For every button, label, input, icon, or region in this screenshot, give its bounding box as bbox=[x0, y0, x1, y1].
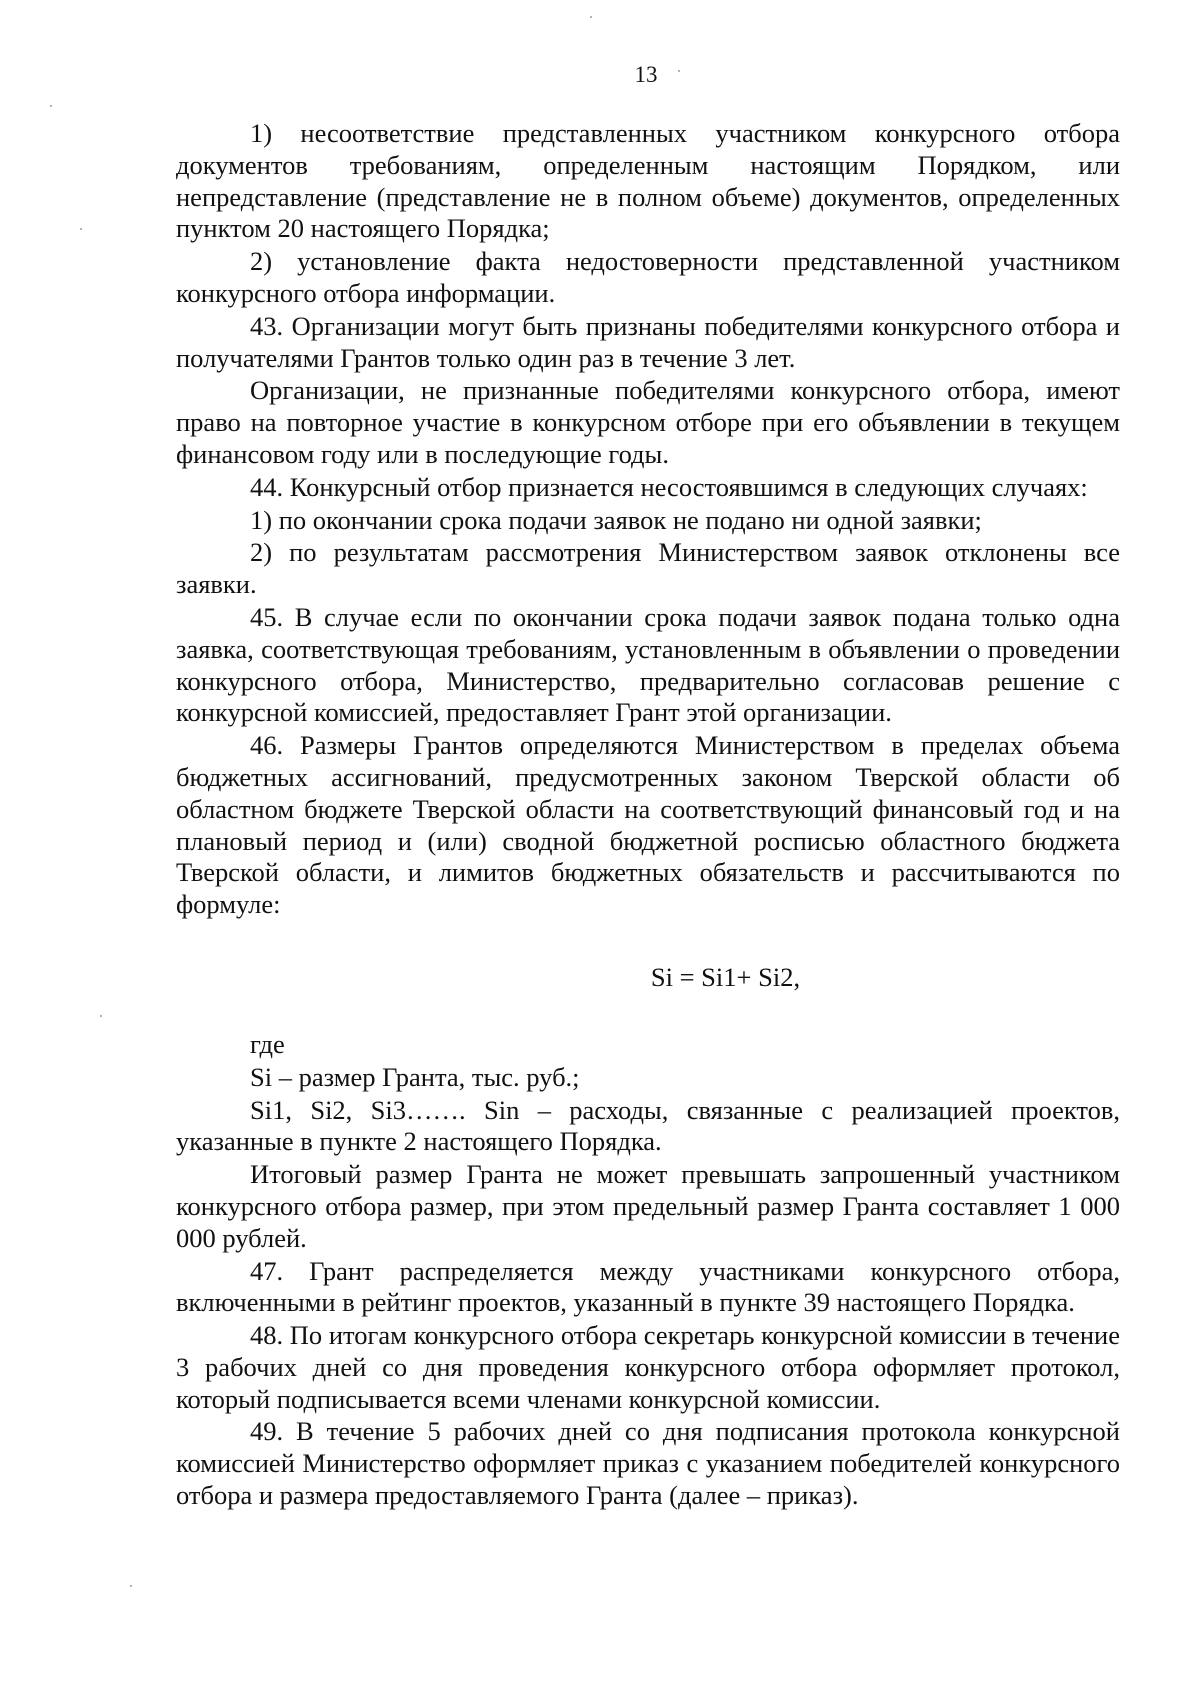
scan-speck bbox=[80, 228, 82, 230]
paragraph-49: 49. В течение 5 рабочих дней со дня подписания протокола конкурсной комиссией Министерство оформляет приказ с указанием победителей конкурсного отбора и размера предоставляемого Гранта (далее – приказ). bbox=[176, 1416, 1120, 1511]
formula-definition-components: Si1, Si2, Si3……. Sin – расходы, связанные с реализацией проектов, указанные в пункте 2 настоящего Порядка. bbox=[176, 1094, 1120, 1157]
paragraph-47: 47. Грант распределяется между участниками конкурсного отбора, включенными в рейтинг проектов, указанный в пункте 39 настоящего Порядка. bbox=[176, 1255, 1120, 1318]
grant-limit-paragraph: Итоговый размер Гранта не может превышать запрошенный участником конкурсного отбора размер, при этом предельный размер Гранта составляет 1 000 000 рублей. bbox=[176, 1159, 1120, 1253]
paragraph-48: 48. По итогам конкурсного отбора секретарь конкурсной комиссии в течение 3 рабочих дней со дня проведения конкурсного отбора оформляет протокол, который подписывается всеми членами конкурсной комиссии. bbox=[176, 1320, 1120, 1414]
scan-speck bbox=[50, 105, 52, 107]
scan-speck bbox=[130, 1585, 132, 1587]
page-number: 13 bbox=[634, 62, 658, 87]
formula-where: где bbox=[250, 1028, 285, 1059]
paragraph-44-item-1: 1) по окончании срока подачи заявок не подано ни одной заявки; bbox=[250, 504, 982, 535]
paragraph-item-2: 2) установление факта недостоверности представленной участником конкурсного отбора информации. bbox=[176, 246, 1120, 308]
paragraph-45: 45. В случае если по окончании срока подачи заявок подана только одна заявка, соответствующая требованиям, установленным в объявлении о проведении конкурсного отбора, Министерство, предварительно согласовав решение с конкурсной комиссией, предоставляет Грант этой организации. bbox=[176, 601, 1120, 728]
scan-speck bbox=[590, 16, 592, 18]
scan-speck bbox=[678, 70, 680, 72]
scan-speck bbox=[100, 1015, 102, 1017]
grant-formula: Si = Si1+ Si2, bbox=[650, 961, 801, 992]
paragraph-46: 46. Размеры Грантов определяются Министерством в пределах объема бюджетных ассигнований, предусмотренных законом Тверской области об областном бюджете Тверской области на соответствующий финансовый год и на плановый период и (или) сводной бюджетной росписью областного бюджета Тверской области, и лимитов бюджетных обязательств и рассчитываются по формуле: bbox=[176, 730, 1120, 920]
paragraph-item-1: 1) несоответствие представленных участником конкурсного отбора документов требованиям, определенным настоящим Порядком, или непредставление (представление не в полном объеме) документов, определенных пунктом 20 настоящего Порядка; bbox=[176, 118, 1120, 244]
paragraph-43: 43. Организации могут быть признаны победителями конкурсного отбора и получателями Грантов только один раз в течение 3 лет. bbox=[176, 310, 1120, 373]
paragraph-44-item-2: 2) по результатам рассмотрения Министерством заявок отклонены все заявки. bbox=[176, 537, 1120, 600]
paragraph-44: 44. Конкурсный отбор признается несостоявшимся в следующих случаях: bbox=[250, 471, 1088, 502]
document-body bbox=[176, 118, 1120, 1512]
paragraph-43-continuation: Организации, не признанные победителями конкурсного отбора, имеют право на повторное участие в конкурсном отборе при его объявлении в текущем финансовом году или в последующие годы. bbox=[176, 375, 1120, 469]
formula-definition-si: Si – размер Гранта, тыс. руб.; bbox=[250, 1061, 580, 1092]
